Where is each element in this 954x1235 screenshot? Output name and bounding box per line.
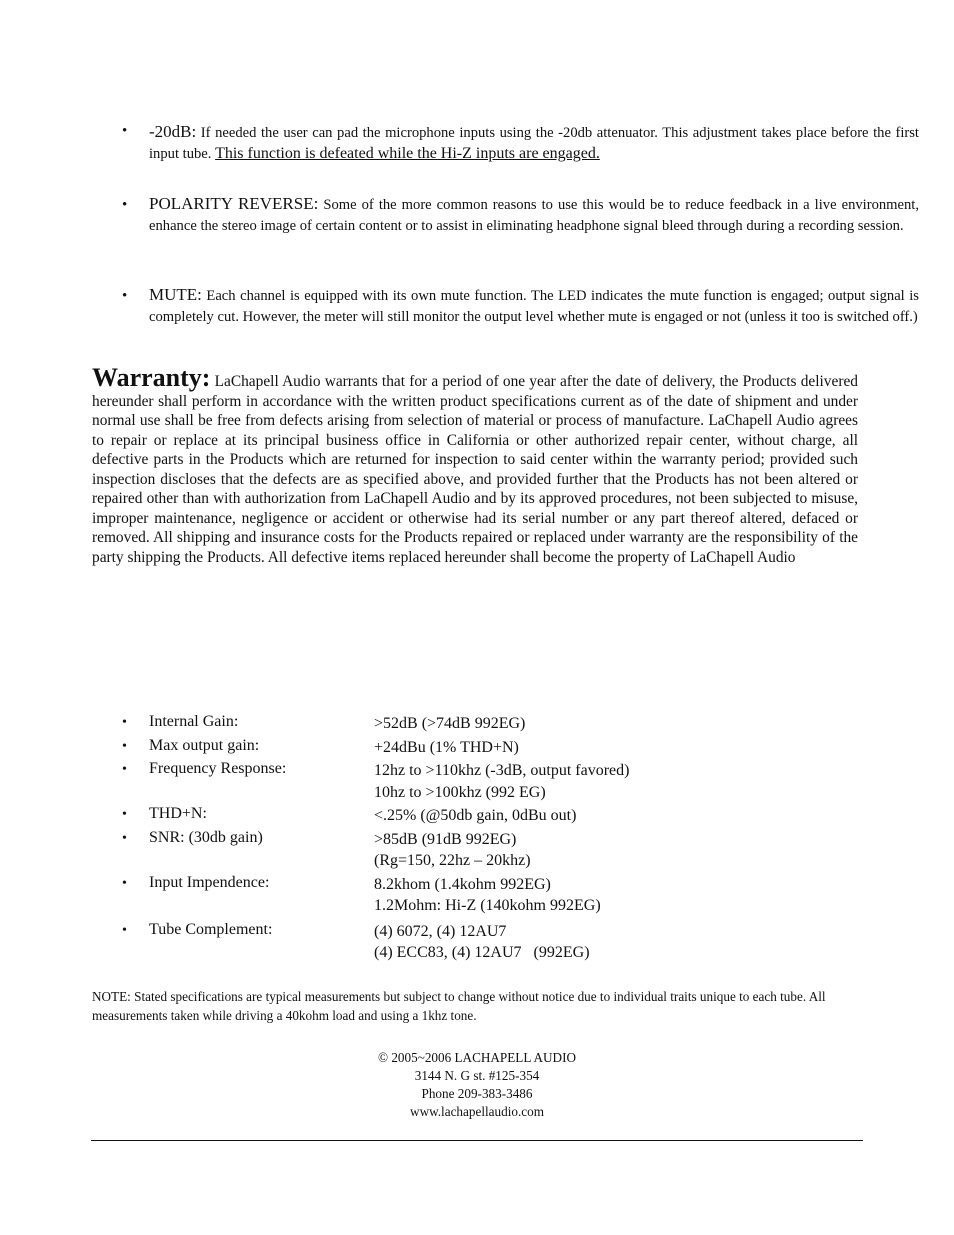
- spec-value-line: 10hz to >100khz (992 EG): [374, 783, 546, 801]
- website-line: www.lachapellaudio.com: [410, 1104, 544, 1119]
- bullet-icon: •: [122, 922, 127, 938]
- spec-label: THD+N:: [149, 805, 207, 822]
- spec-value: [374, 805, 576, 827]
- specifications-note: NOTE: Stated specifications are typical measurements but subject to change without notice due to individual traits unique to each tube. All measurements taken while driving a 40kohm load and using a 1khz tone.: [92, 989, 826, 1023]
- feature-description: Each channel is equipped with its own mute function. The LED indicates the mute function is engaged; output signal is completely cut. However, the meter will still monitor the output level whether mute is engaged or not (unless it too is switched off.): [149, 288, 919, 325]
- spec-value-line: (Rg=150, 22hz – 20khz): [374, 852, 531, 869]
- spec-value-line: 8.2khom (1.4kohm 992EG): [374, 875, 551, 893]
- company-footer: [0, 1049, 954, 1121]
- feature-description: If needed the user can pad the microphone inputs using the -20db attenuator. This adjustment takes place before the first input tube.: [149, 125, 919, 162]
- bullet-icon: •: [122, 875, 127, 891]
- feature-title: -20dB:: [149, 122, 197, 141]
- bullet-icon: •: [122, 288, 128, 304]
- bullet-icon: •: [122, 807, 127, 822]
- spec-value: [374, 760, 629, 803]
- bullet-icon: •: [122, 738, 127, 754]
- spec-value: [374, 921, 590, 964]
- bullet-icon: •: [122, 123, 128, 139]
- spec-label: Tube Complement:: [149, 920, 273, 938]
- spec-value: [374, 829, 531, 872]
- bullet-icon: •: [122, 715, 127, 730]
- spec-row: [92, 805, 792, 829]
- bullet-icon: •: [122, 830, 127, 846]
- spec-value-line: >52dB (>74dB 992EG): [374, 715, 526, 732]
- spec-label: Frequency Response:: [149, 760, 287, 777]
- spec-label: Max output gain:: [149, 736, 260, 754]
- feature-description: Some of the more common reasons to use this would be to reduce feedback in a live environment, enhance the stereo image of certain content or to assist in eliminating headphone signal bleed through during a recording session.: [149, 197, 919, 234]
- feature-title: MUTE:: [149, 285, 202, 304]
- spec-row: [92, 760, 792, 805]
- spec-row: [92, 713, 792, 737]
- spec-value: [374, 737, 519, 759]
- spec-label: Internal Gain:: [149, 713, 239, 730]
- spec-row: [92, 874, 792, 921]
- spec-row: [92, 829, 792, 874]
- spec-value-line: 1.2Mohm: Hi-Z (140kohm 992EG): [374, 897, 601, 914]
- warranty-heading: Warranty:: [92, 363, 211, 392]
- specifications-list: [92, 713, 792, 966]
- spec-label: Input Impendence:: [149, 873, 270, 891]
- address-line: 3144 N. G st. #125-354: [414, 1068, 540, 1083]
- spec-value-line: +24dBu (1% THD+N): [374, 738, 519, 756]
- feature-title: POLARITY REVERSE:: [149, 194, 319, 213]
- spec-value-line: 12hz to >110khz (-3dB, output favored): [374, 762, 630, 779]
- spec-value-line: (4) ECC83, (4) 12AU7 (992EG): [374, 944, 590, 961]
- bullet-icon: •: [122, 197, 128, 213]
- phone-line: Phone 209-383-3486: [421, 1086, 533, 1101]
- spec-row: [92, 737, 792, 761]
- spec-row: [92, 921, 792, 966]
- feature-item-pad: [92, 122, 919, 164]
- feature-item-mute: [92, 285, 919, 327]
- spec-value-line: (4) 6072, (4) 12AU7: [374, 922, 507, 940]
- spec-value-line: >85dB (91dB 992EG): [374, 830, 517, 848]
- feature-note: This function is defeated while the Hi-Z inputs are engaged.: [215, 144, 600, 162]
- warranty-text: LaChapell Audio warrants that for a period of one year after the date of delivery, the Products delivered hereunder shall perform in accordance with the written product specifications current as of the date of shipment and under normal use shall be free from defects arising from selection of material or process of manufacture. LaChapell Audio agrees to repair or replace at its principal business office in California or other authorized repair center, without charge, all defective parts in the Products which are returned for inspection to said center within the warranty period; provided such inspection discloses that the defects are as specified above, and provided further that the Products has not been altered or repaired other than with authorization from LaChapell Audio and by its approved procedures, not been subjected to misuse, improper maintenance, negligence or accident or otherwise had its serial number or any part thereof altered, defaced or removed. All shipping and insurance costs for the Products repaired or replaced under warranty are the responsibility of the party shipping the Products. All defective items replaced hereunder shall become the property of LaChapell Audio: [92, 373, 858, 566]
- copyright-line: © 2005~2006 LACHAPELL AUDIO: [378, 1050, 576, 1065]
- bullet-icon: •: [122, 762, 127, 777]
- spec-value: [374, 713, 525, 735]
- warranty-section: [92, 363, 858, 567]
- footer-divider: [91, 1140, 863, 1141]
- spec-value: [374, 874, 601, 917]
- spec-value-line: <.25% (@50db gain, 0dBu out): [374, 807, 577, 824]
- spec-label: SNR: (30db gain): [149, 828, 263, 846]
- feature-item-polarity: [92, 194, 919, 236]
